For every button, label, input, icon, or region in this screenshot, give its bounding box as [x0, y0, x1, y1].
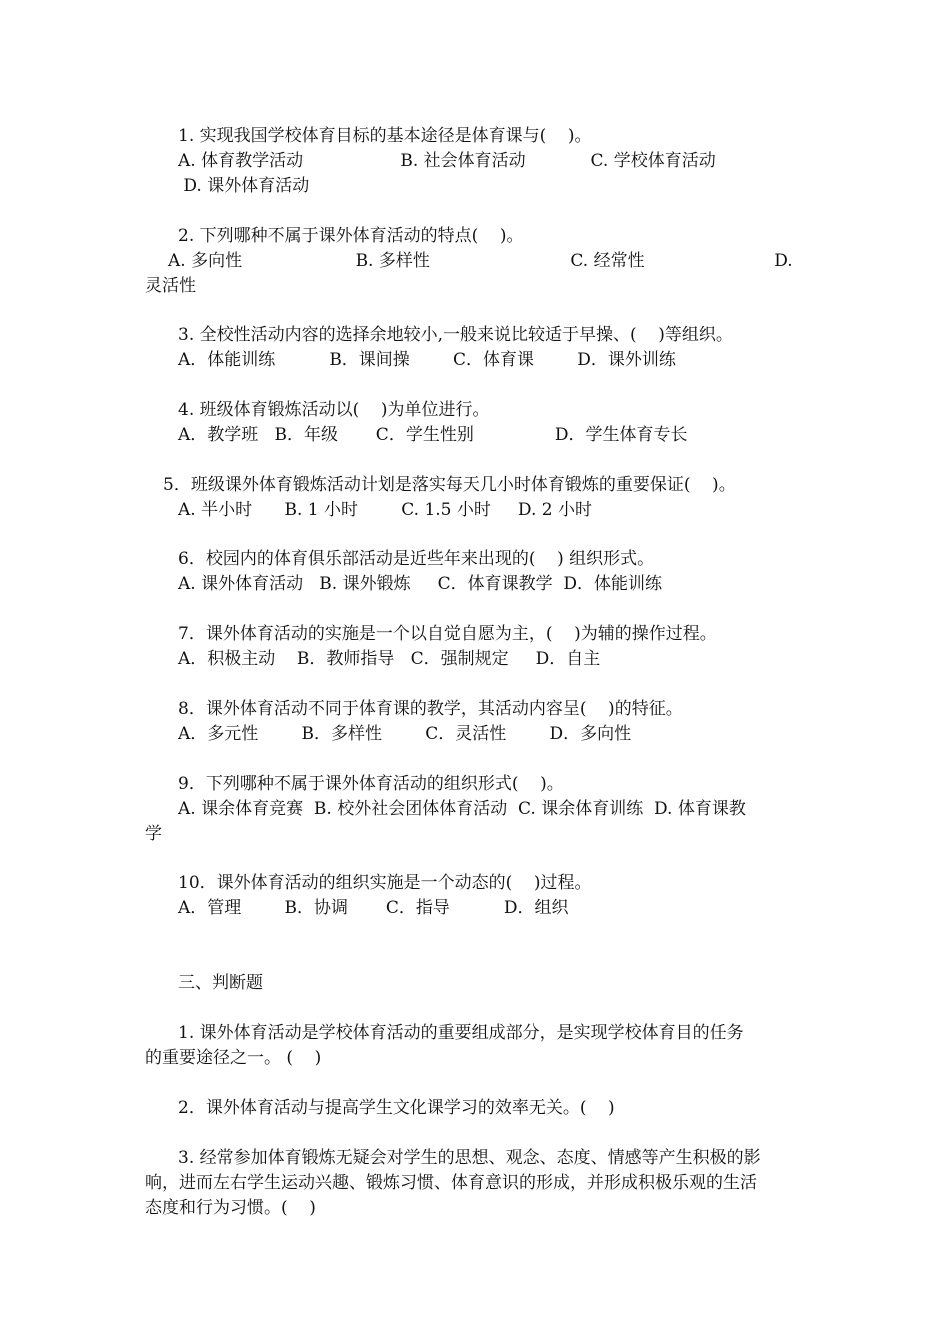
question-2-stem: 2. 下列哪种不属于课外体育活动的特点( )。	[178, 226, 524, 246]
question-1-stem: 1. 实现我国学校体育目标的基本途径是体育课与( )。	[178, 126, 592, 146]
tf-question-3-line1: 3. 经常参加体育锻炼无疑会对学生的思想、观念、态度、情感等产生积极的影	[178, 1148, 761, 1168]
tf-question-3-line3: 态度和行为习惯。( )	[145, 1198, 316, 1218]
question-3-options: A．体能训练 B．课间操 C．体育课 D．课外训练	[178, 350, 676, 370]
question-7-stem: 7．课外体育活动的实施是一个以自觉自愿为主，( )为辅的操作过程。	[178, 624, 717, 644]
question-2-options-cont: 灵活性	[145, 276, 196, 296]
question-4-stem: 4. 班级体育锻炼活动以( )为单位进行。	[178, 400, 490, 420]
tf-question-1-line2: 的重要途径之一。 ( )	[145, 1048, 322, 1068]
question-6-options: A. 课外体育活动 B. 课外锻炼 C．体育课教学 D．体能训练	[178, 574, 663, 594]
tf-question-3-line2: 响，进而左右学生运动兴趣、锻炼习惯、体育意识的形成，并形成积极乐观的生活	[145, 1173, 757, 1193]
question-6-stem: 6．校园内的体育俱乐部活动是近些年来出现的( ) 组织形式。	[178, 549, 655, 569]
tf-question-1-line1: 1. 课外体育活动是学校体育活动的重要组成部分，是实现学校体育目的任务	[178, 1023, 744, 1043]
question-7-options: A．积极主动 B．教师指导 C．强制规定 D．自主	[178, 649, 601, 669]
question-1-options: A. 体育教学活动 B. 社会体育活动 C. 学校体育活动	[178, 151, 716, 171]
question-4-options: A．教学班 B．年级 C．学生性别 D．学生体育专长	[178, 425, 688, 445]
question-2-options: A. 多向性 B. 多样性 C. 经常性 D.	[168, 251, 793, 271]
question-9-stem: 9．下列哪种不属于课外体育活动的组织形式( )。	[178, 774, 564, 794]
question-9-options-cont: 学	[145, 824, 162, 844]
question-10-options: A．管理 B．协调 C．指导 D．组织	[178, 898, 569, 918]
question-1-options-cont: D. 课外体育活动	[178, 176, 310, 196]
question-3-stem: 3. 全校性活动内容的选择余地较小,一般来说比较适于早操、( )等组织。	[178, 325, 733, 345]
question-8-stem: 8．课外体育活动不同于体育课的教学，其活动内容呈( )的特征。	[178, 699, 683, 719]
tf-question-2: 2．课外体育活动与提高学生文化课学习的效率无关。( )	[178, 1098, 615, 1118]
question-9-options: A. 课余体育竞赛 B. 校外社会团体体育活动 C. 课余体育训练 D. 体育课教	[178, 799, 746, 819]
question-5-options: A. 半小时 B. 1 小时 C. 1.5 小时 D. 2 小时	[178, 500, 592, 520]
question-10-stem: 10．课外体育活动的组织实施是一个动态的( )过程。	[178, 873, 592, 893]
question-5-stem: 5．班级课外体育锻炼活动计划是落实每天几小时体育锻炼的重要保证( )。	[163, 475, 736, 495]
question-8-options: A．多元性 B．多样性 C．灵活性 D．多向性	[178, 724, 632, 744]
section-heading-true-false: 三、判断题	[178, 973, 263, 993]
